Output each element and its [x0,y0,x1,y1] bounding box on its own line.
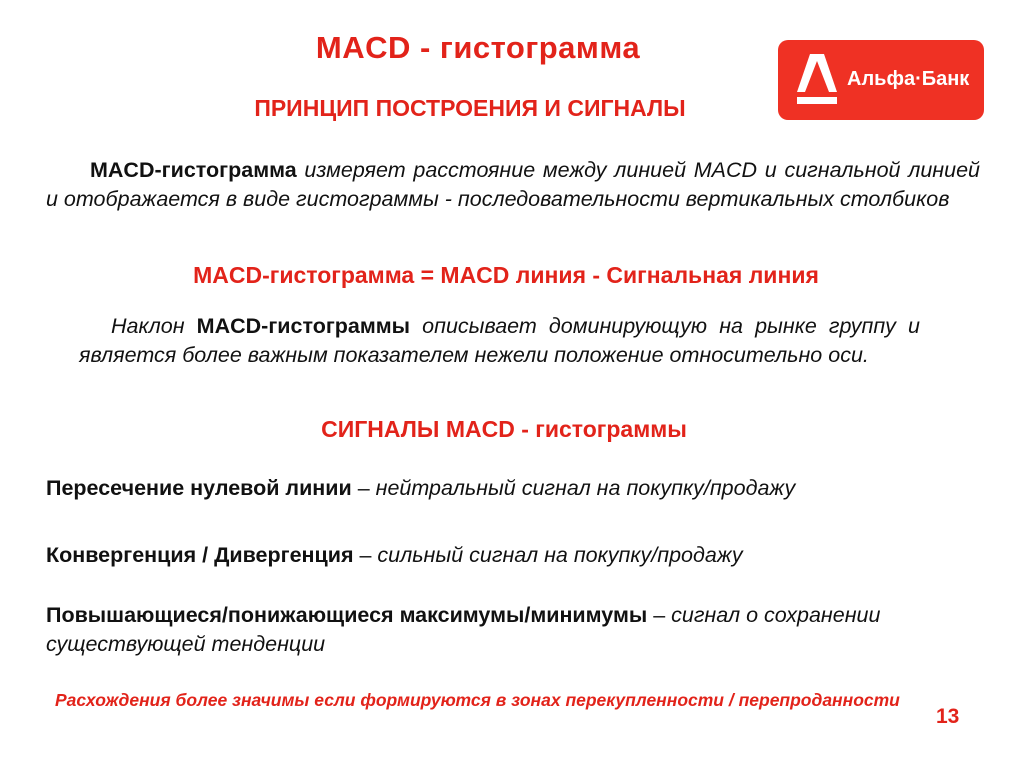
slide-subtitle: ПРИНЦИП ПОСТРОЕНИЯ И СИГНАЛЫ [254,95,686,121]
slope-paragraph [79,312,920,370]
signal-dash: – [353,543,378,567]
intro-paragraph [46,156,980,214]
signal-desc: сильный сигнал на покупку/продажу [377,543,743,567]
page-number: 13 [936,705,960,728]
signal-term: Повышающиеся/понижающиеся максимумы/минимумы [46,603,648,627]
signal-dash: – [647,603,672,627]
alfa-bank-logo [778,40,984,120]
slope-text: описывает доминирующую на рынке группу и является более важным показателем нежели положение относительно оси. [79,314,921,367]
signal-term: Конвергенция / Дивергенция [46,543,354,567]
signals-heading: СИГНАЛЫ MACD - гистограммы [321,416,687,442]
intro-text: измеряет расстояние между линией MACD и сигнальной линией и отображается в виде гистограммы - последовательности вертикальных столбиков [46,158,980,211]
logo-text: Альфа·Банк [847,68,970,90]
signal-item [46,541,976,570]
intro-term: MACD-гистограмма [90,158,297,182]
slope-prefix: Наклон [111,314,197,338]
formula: MACD-гистограмма = MACD линия - Сигнальная линия [193,262,819,288]
signal-dash: – [351,476,376,500]
footnote: Расхождения более значимы если формируются в зонах перекупленности / перепроданности [55,690,900,710]
signal-item [46,474,976,503]
alfa-a-icon [794,52,840,106]
slide-title: MACD - гистограмма [315,30,641,65]
signal-item [46,601,926,659]
signal-term: Пересечение нулевой линии [46,476,352,500]
signal-desc: нейтральный сигнал на покупку/продажу [375,476,796,500]
slope-term: MACD-гистограммы [196,314,411,338]
signal-desc: сигнал о сохранении существующей тенденции [46,603,881,656]
